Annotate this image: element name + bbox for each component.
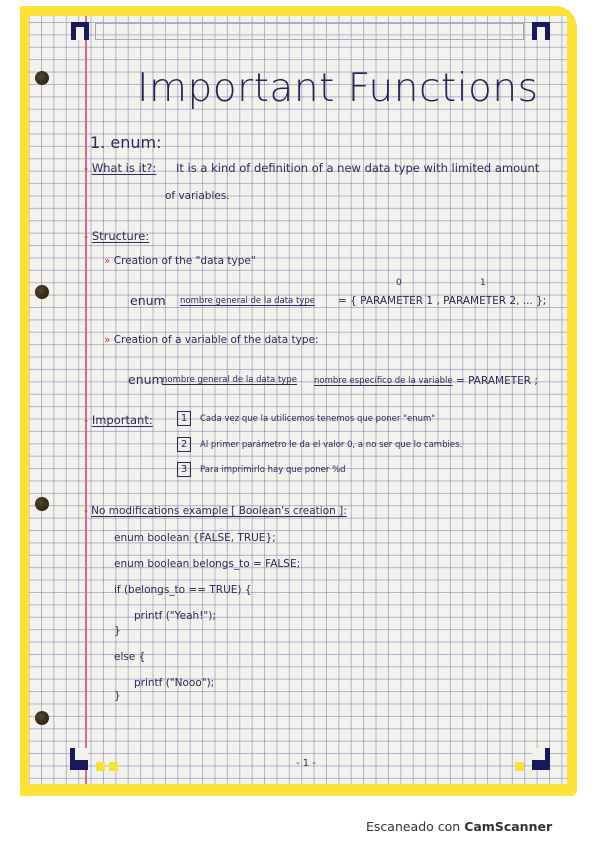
enum-keyword-2: enum (128, 372, 164, 387)
corner-marker-top-left (71, 22, 89, 40)
what-text-line1: It is a kind of definition of a new data type with limited amount (176, 161, 540, 175)
scanner-prefix: Escaneado con (366, 819, 461, 834)
important-item-2: Al primer parámetro le da el valor 0, a no ser que lo cambies. (200, 440, 463, 450)
section-heading: 1. enum: (90, 133, 162, 152)
corner-marker-bottom-right (532, 748, 550, 770)
enum-parameters: = { PARAMETER 1 , PARAMETER 2, ... }; (338, 295, 547, 307)
general-name-placeholder: nombre general de la data type (180, 296, 315, 306)
scanner-footer (366, 819, 552, 834)
header-box (95, 23, 524, 40)
corner-marker-top-right (532, 22, 550, 40)
important-number-3: 3 (177, 462, 191, 477)
what-text-line2: of variables. (165, 190, 230, 202)
code-line-6: else { (114, 651, 146, 663)
margin-line (85, 16, 87, 784)
important-item-3: Para imprimirlo hay que poner %d (200, 465, 346, 475)
yellow-square (109, 762, 118, 771)
creation-var-line: » Creation of a variable of the data type: (104, 334, 319, 346)
index-zero: 0 (396, 278, 402, 288)
code-line-7: printf ("Nooo"); (134, 677, 215, 689)
page-number: - 1 - (296, 758, 316, 769)
grid-paper (29, 16, 567, 784)
important-label: - Important: (84, 413, 153, 427)
code-line-5: } (114, 625, 121, 637)
scanner-brand: CamScanner (464, 819, 553, 834)
specific-name-placeholder: nombre específico de la variable (314, 376, 453, 386)
general-name-placeholder-2: nombre general de la data type (162, 375, 297, 385)
page-title: Important Functions (137, 66, 539, 111)
code-line-2: enum boolean belongs_to = FALSE; (114, 558, 301, 570)
binder-hole (35, 71, 49, 85)
corner-marker-bottom-left (70, 748, 88, 770)
code-line-4: printf ("Yeah!"); (134, 610, 216, 622)
binder-hole (35, 497, 49, 511)
creation-type-line: » Creation of the "data type" (104, 255, 256, 267)
yellow-square (515, 762, 524, 771)
enum-keyword: enum (130, 293, 166, 308)
code-line-8: } (114, 690, 121, 702)
what-label: - What is it?: (84, 161, 157, 175)
yellow-square (96, 762, 105, 771)
example-label: - No modifications example [ Boolean's creation ]: (84, 505, 347, 517)
code-line-1: enum boolean {FALSE, TRUE}; (114, 532, 276, 544)
index-one: 1 (480, 278, 486, 288)
assign-parameter: = PARAMETER ; (456, 375, 538, 387)
structure-label: - Structure: (84, 229, 150, 243)
binder-hole (35, 711, 49, 725)
code-line-3: if (belongs_to == TRUE) { (114, 584, 252, 596)
important-item-1: Cada vez que la utilicemos tenemos que poner "enum" (200, 414, 436, 424)
important-number-1: 1 (177, 411, 191, 426)
binder-hole (35, 285, 49, 299)
important-number-2: 2 (177, 437, 191, 452)
